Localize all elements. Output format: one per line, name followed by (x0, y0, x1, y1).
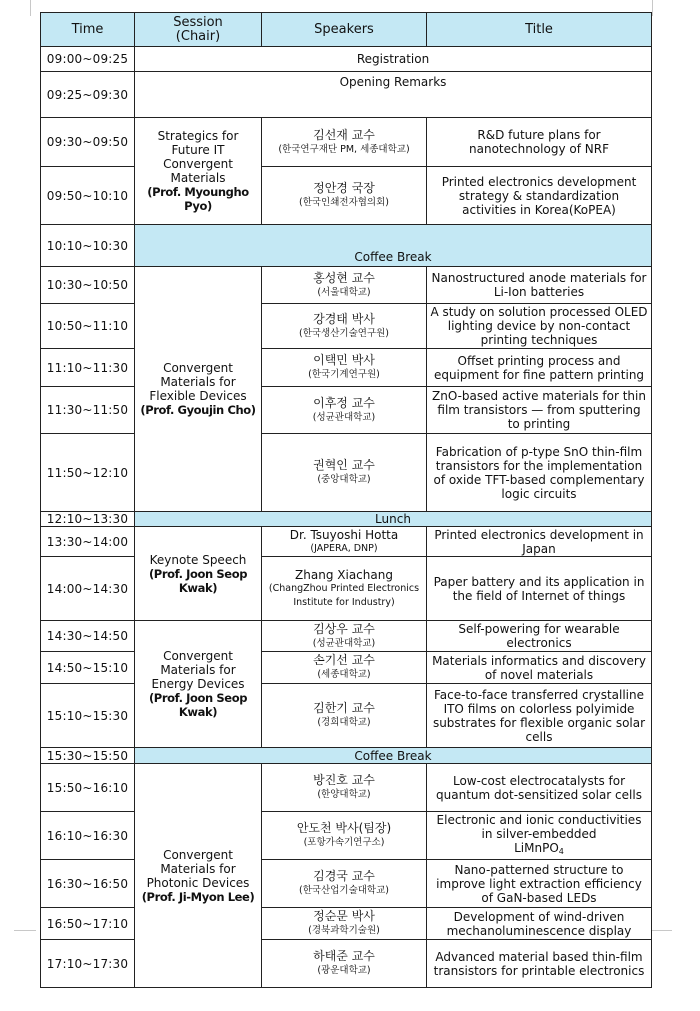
crop-mark-top-right (652, 0, 669, 16)
speaker-affiliation: (세종대학교) (317, 669, 371, 680)
table-row (41, 387, 652, 434)
speaker-name: 김상우 교수 (313, 621, 375, 636)
session-chair: (Prof. Joon Seop Kwak) (148, 566, 248, 595)
session-name: Convergent Materials for Energy Devices (151, 649, 245, 691)
speaker-cell (262, 434, 427, 512)
speaker-name: 하태준 교수 (313, 949, 375, 963)
crop-mark-top-left (14, 0, 31, 16)
talk-title: Fabrication of p-type SnO thin-film transistors for the implementation of oxide TFT-based complementary logic circuits (427, 434, 652, 512)
session-name: Convergent Materials for Flexible Devices (149, 361, 247, 403)
speaker-cell (262, 267, 427, 304)
speaker-name: 김한기 교수 (313, 701, 375, 715)
speaker-affiliation: (한국생산기술연구원) (298, 327, 389, 339)
speaker-affiliation: (JAPERA, DNP) (310, 542, 378, 554)
time-cell: 10:30~10:50 (41, 267, 135, 304)
session-name: Keynote Speech (149, 552, 247, 567)
speaker-cell (262, 908, 427, 940)
time-cell: 16:10~16:30 (41, 812, 135, 860)
table-row (41, 72, 652, 118)
table-row (41, 225, 652, 267)
speaker-affiliation: (경북과학기술원) (308, 925, 380, 936)
session-chair: (Prof. Gyoujin Cho) (140, 403, 256, 417)
time-cell: 11:30~11:50 (41, 387, 135, 434)
table-row (41, 652, 652, 684)
speaker-name: 김선재 교수 (313, 127, 375, 142)
header-title: Title (427, 13, 652, 47)
table-row (41, 118, 652, 167)
session-cell (135, 621, 262, 748)
talk-title: Face-to-face transferred crystalline ITO films on colorless polyimide substrates for flexible organic solar cells (427, 684, 652, 748)
speaker-name: 강경태 박사 (313, 311, 375, 326)
speaker-cell (262, 684, 427, 748)
table-row (41, 527, 652, 557)
talk-title: Low-cost electrocatalysts for quantum dot-sensitized solar cells (427, 764, 652, 812)
talk-title: Offset printing process and equipment for fine pattern printing (427, 349, 652, 387)
talk-title: ZnO-based active materials for thin film transistors — from sputtering to printing (427, 387, 652, 434)
table-row (41, 434, 652, 512)
speaker-affiliation: (성균관대학교) (312, 411, 376, 423)
session-name: Convergent Materials for Photonic Devices (146, 847, 250, 890)
time-cell: 15:50~16:10 (41, 764, 135, 812)
talk-title-subscript: 4 (558, 846, 564, 856)
table-row (41, 908, 652, 940)
session-cell (135, 118, 262, 225)
time-cell: 11:10~11:30 (41, 349, 135, 387)
speaker-cell (262, 349, 427, 387)
schedule-table (40, 12, 652, 988)
speaker-cell (262, 304, 427, 349)
time-cell: 15:10~15:30 (41, 684, 135, 748)
talk-title: Self-powering for wearable electronics (427, 621, 652, 652)
speaker-cell (262, 527, 427, 557)
time-cell: 14:50~15:10 (41, 652, 135, 684)
header-row (41, 13, 652, 47)
speaker-affiliation: (중앙대학교) (317, 474, 371, 485)
talk-title: Materials informatics and discovery of novel materials (427, 652, 652, 684)
talk-title: Printed electronics development in Japan (427, 527, 652, 557)
talk-title: A study on solution processed OLED lighting device by non-contact printing techniques (427, 304, 652, 349)
crop-mark-bottom-left (14, 930, 36, 947)
speaker-affiliation: (한국연구재단 PM, 세종대학교) (278, 143, 410, 155)
table-row (41, 304, 652, 349)
speaker-cell (262, 387, 427, 434)
speaker-affiliation: (한양대학교) (317, 789, 371, 800)
speaker-cell (262, 118, 427, 167)
talk-title: Nanostructured anode materials for Li-Ion batteries (427, 267, 652, 304)
header-chair-label: (Chair) (175, 28, 221, 44)
speaker-affiliation: (한국기계연구원) (308, 369, 380, 380)
time-cell: 14:00~14:30 (41, 557, 135, 621)
table-row (41, 748, 652, 764)
speaker-cell (262, 812, 427, 860)
header-speakers: Speakers (262, 13, 427, 47)
speaker-cell (262, 940, 427, 988)
speaker-name: Zhang Xiachang (295, 567, 393, 582)
speaker-name: 홍성현 교수 (313, 270, 375, 285)
time-cell: 15:30~15:50 (41, 748, 135, 764)
speaker-cell (262, 652, 427, 684)
speaker-name: 손기선 교수 (313, 653, 375, 667)
speaker-name: 김경국 교수 (313, 869, 375, 883)
speaker-name: 안도천 박사(팀장) (296, 821, 392, 835)
speaker-name: 정순문 박사 (313, 909, 375, 923)
speaker-affiliation: (ChangZhou Printed Electronics Institute for Industry) (268, 582, 420, 608)
speaker-affiliation: (한국산업기술대학교) (298, 885, 389, 896)
table-row (41, 349, 652, 387)
time-cell: 09:00~09:25 (41, 47, 135, 72)
talk-title: Paper battery and its application in the field of Internet of things (427, 557, 652, 621)
speaker-affiliation: (서울대학교) (317, 286, 371, 298)
crop-mark-bottom-right (652, 930, 672, 947)
talk-title: Nano-patterned structure to improve light extraction efficiency of GaN-based LEDs (427, 860, 652, 908)
time-cell: 11:50~12:10 (41, 434, 135, 512)
speaker-name: 방진호 교수 (313, 773, 375, 787)
table-row (41, 621, 652, 652)
talk-title: Printed electronics development strategy & standardization activities in Korea(KoPEA) (427, 167, 652, 225)
session-chair: (Prof. Ji-Myon Lee) (141, 889, 255, 904)
speaker-name: Dr. Tsuyoshi Hotta (289, 527, 399, 542)
talk-title-formula: LiMnPO (514, 840, 559, 855)
registration-cell: Registration (135, 47, 652, 72)
session-cell (135, 527, 262, 621)
time-cell: 09:50~10:10 (41, 167, 135, 225)
table-row (41, 47, 652, 72)
talk-title: Development of wind-driven mechanoluminescence display (427, 908, 652, 940)
header-session (135, 13, 262, 47)
table-row (41, 764, 652, 812)
speaker-cell (262, 860, 427, 908)
time-cell: 10:10~10:30 (41, 225, 135, 267)
time-cell: 16:30~16:50 (41, 860, 135, 908)
speaker-name: 이택민 박사 (313, 353, 375, 367)
session-chair: (Prof. Joon Seop Kwak) (148, 691, 248, 719)
opening-remarks-cell: Opening Remarks (135, 72, 652, 118)
time-cell: 16:50~17:10 (41, 908, 135, 940)
speaker-affiliation: (포항가속기연구소) (303, 837, 385, 848)
speaker-name: 이후정 교수 (313, 395, 375, 410)
header-time: Time (41, 13, 135, 47)
speaker-cell (262, 557, 427, 621)
talk-title (427, 812, 652, 860)
coffee-break-cell: Coffee Break (135, 748, 652, 764)
lunch-cell: Lunch (135, 512, 652, 527)
speaker-name: 정안경 국장 (313, 181, 375, 195)
session-name: Strategics for Future IT Convergent Materials (157, 129, 239, 185)
time-cell: 17:10~17:30 (41, 940, 135, 988)
session-cell (135, 267, 262, 512)
speaker-affiliation: (광운대학교) (317, 965, 371, 976)
time-cell: 10:50~11:10 (41, 304, 135, 349)
speaker-cell (262, 621, 427, 652)
table-row (41, 267, 652, 304)
table-row (41, 860, 652, 908)
talk-title: R&D future plans for nanotechnology of NRF (427, 118, 652, 167)
speaker-cell (262, 764, 427, 812)
table-row (41, 167, 652, 225)
session-chair: (Prof. Myoungho Pyo) (147, 185, 249, 213)
time-cell: 12:10~13:30 (41, 512, 135, 527)
time-cell: 13:30~14:00 (41, 527, 135, 557)
coffee-break-cell: Coffee Break (135, 225, 652, 267)
table-row (41, 812, 652, 860)
time-cell: 09:25~09:30 (41, 72, 135, 118)
header-session-label: Session (173, 14, 223, 30)
talk-title-text: Electronic and ionic conductivities in silver-embedded (436, 812, 642, 841)
speaker-name: 권혁인 교수 (313, 458, 375, 472)
talk-title: Advanced material based thin-film transistors for printable electronics (427, 940, 652, 988)
session-cell (135, 764, 262, 988)
table-row (41, 940, 652, 988)
speaker-affiliation: (성균관대학교) (312, 637, 376, 649)
table-row (41, 684, 652, 748)
time-cell: 09:30~09:50 (41, 118, 135, 167)
table-row (41, 512, 652, 527)
table-row (41, 557, 652, 621)
time-cell: 14:30~14:50 (41, 621, 135, 652)
speaker-cell (262, 167, 427, 225)
speaker-affiliation: (경희대학교) (317, 717, 371, 728)
speaker-affiliation: (한국인쇄전자협의회) (298, 197, 389, 208)
